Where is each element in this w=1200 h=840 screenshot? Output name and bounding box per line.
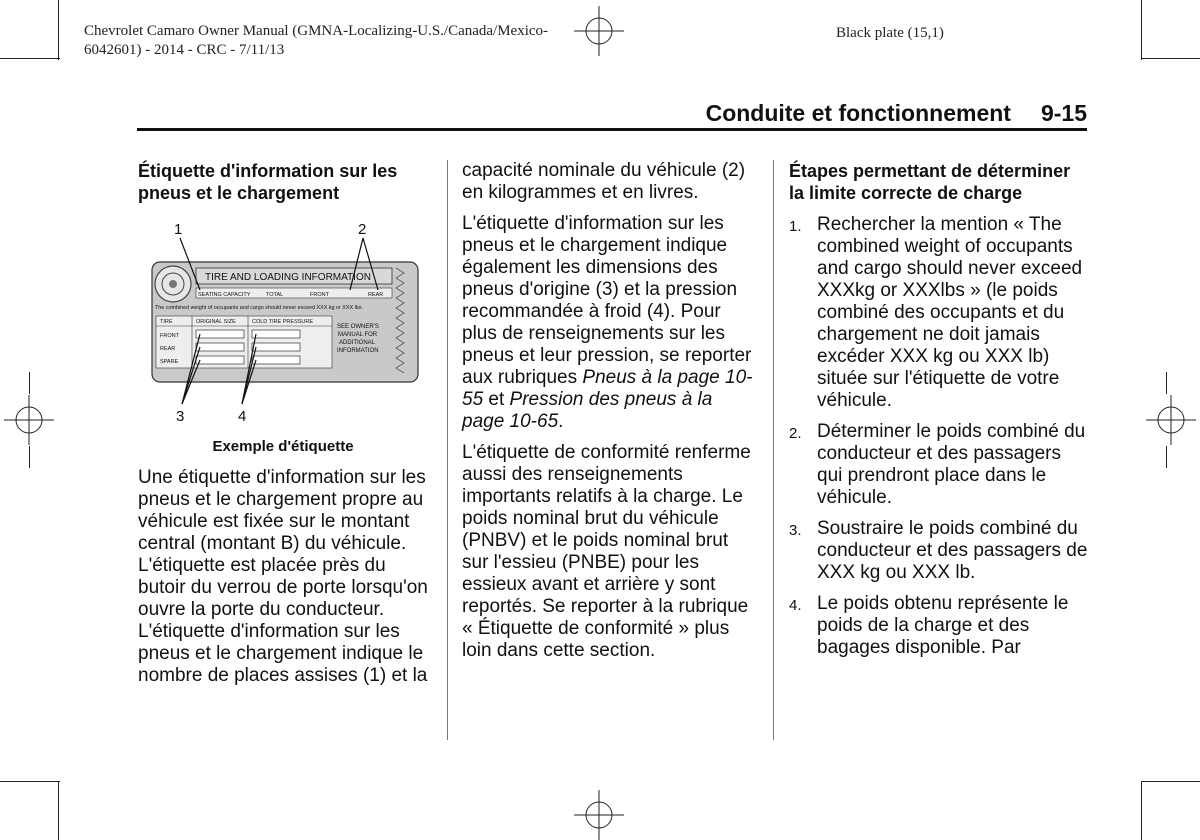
seating-rear-label: REAR — [368, 292, 384, 298]
crop-mark — [0, 781, 60, 782]
steps-list — [789, 214, 1089, 659]
page-number: 9-15 — [1040, 100, 1087, 126]
crop-mark — [29, 446, 30, 468]
tire-label-illustration — [138, 216, 428, 426]
running-header — [137, 100, 1087, 127]
step-text: Soustraire le poids combiné du conducteur et des passagers de XXX kg ou XXX lb. — [817, 518, 1088, 583]
tire-col-head: TIRE — [160, 319, 173, 325]
crop-mark — [58, 782, 59, 840]
crop-mark — [1166, 372, 1167, 394]
tire-icon — [155, 266, 191, 302]
body-paragraph — [462, 213, 758, 433]
row-spare-label: SPARE — [160, 359, 179, 365]
list-item — [789, 593, 1089, 659]
see-owners-line-2: MANUAL FOR — [338, 332, 378, 338]
step-text: Le poids obtenu représente le poids de la charge et des bagages disponible. Par — [817, 593, 1069, 658]
crop-mark — [1166, 446, 1167, 468]
see-owners-line-3: ADDITIONAL — [339, 340, 376, 346]
print-slug-left — [84, 22, 548, 60]
cross-reference-link[interactable]: Pneus à la page 10-55 — [462, 367, 753, 410]
body-paragraph: L'étiquette de conformité renferme aussi des renseignements importants relatifs à la charge. Le poids nominal brut du véhicule (PNBV) et le poids nominal brut sur l'essieu (PNBE) pour les essieux avant et arrière y sont reportés. Se reporter à la rubrique « Étiquette de conformité » plus loin dans cette section. — [462, 442, 751, 661]
column-1 — [138, 160, 428, 696]
crop-mark — [1141, 0, 1142, 60]
column-2 — [462, 160, 758, 671]
registration-mark-icon — [1146, 395, 1196, 445]
paragraph-text: L'étiquette d'information sur les pneus et le chargement indique également les dimensions des pneus d'origine (3) et la pression recommandée à froid (4). Pour plus de renseignements sur les pneus et leur pression, se reporter aux rubriques — [462, 213, 752, 388]
figure-caption: Exemple d'étiquette — [212, 438, 354, 455]
section-title: Conduite et fonctionnement — [705, 100, 1011, 126]
print-slug-line-1: Chevrolet Camaro Owner Manual (GMNA-Localizing-U.S./Canada/Mexico- — [84, 23, 549, 39]
column-3 — [789, 160, 1089, 668]
callout-2: 2 — [358, 221, 367, 238]
paragraph-text: . — [558, 411, 564, 432]
see-owners-line-4: INFORMATION — [337, 348, 379, 354]
callout-1: 1 — [174, 221, 183, 238]
registration-mark-icon — [4, 395, 54, 445]
cross-reference-link[interactable]: Pression des pneus à la page 10-65 — [462, 389, 713, 432]
step-number: 1. — [789, 218, 802, 235]
list-item — [789, 518, 1089, 584]
registration-mark-icon — [574, 6, 624, 56]
tire-label-figure — [138, 216, 428, 426]
registration-mark-icon — [574, 790, 624, 840]
section-heading: Étapes permettant de déterminer la limite correcte de charge — [789, 161, 1071, 203]
column-divider — [447, 160, 448, 740]
seating-total-label: TOTAL — [266, 292, 284, 298]
crop-mark — [0, 58, 60, 59]
callout-3: 3 — [176, 408, 185, 425]
label-title: TIRE AND LOADING INFORMATION — [205, 272, 371, 283]
callout-4: 4 — [238, 408, 247, 425]
crop-mark — [1141, 782, 1142, 840]
body-paragraph: capacité nominale du véhicule (2) en kilogrammes et en livres. — [462, 160, 746, 203]
list-item — [789, 421, 1089, 509]
header-rule — [137, 128, 1087, 131]
crop-mark — [1141, 781, 1200, 782]
paragraph-text: et — [483, 389, 510, 410]
crop-mark — [58, 0, 59, 60]
cold-pressure-col-head: COLD TIRE PRESSURE — [252, 319, 314, 325]
step-text: Rechercher la mention « The combined weight of occupants and cargo should never exceed XXXkg or XXXlbs » (le poids combiné des occupants et du chargement ne doit jamais excéder XXX kg ou XXX lb) située sur l'étiquette de votre véhicule. — [817, 214, 1083, 411]
row-rear-label: REAR — [160, 346, 176, 352]
step-number: 3. — [789, 522, 802, 539]
print-slug-line-2: 6042601) - 2014 - CRC - 7/11/13 — [84, 42, 285, 58]
print-slug-right: Black plate (15,1) — [836, 25, 944, 41]
step-number: 4. — [789, 597, 802, 614]
step-number: 2. — [789, 425, 802, 442]
list-item — [789, 214, 1089, 412]
section-heading: Étiquette d'information sur les pneus et le chargement — [138, 161, 398, 203]
body-paragraph: Une étiquette d'information sur les pneus et le chargement propre au véhicule est fixée sur le montant central (montant B) du véhicule. L'étiquette est placée près du butoir du verrou de porte lorsqu'on ouvre la porte du conducteur. L'étiquette d'information sur les pneus et le chargement indique le nombre de places assises (1) et la — [138, 467, 428, 686]
original-size-col-head: ORIGINAL SIZE — [196, 319, 236, 325]
see-owners-line-1: SEE OWNER'S — [337, 324, 379, 330]
crop-mark — [1141, 58, 1200, 59]
crop-mark — [29, 372, 30, 394]
seating-capacity-label: SEATING CAPACITY — [198, 292, 251, 298]
row-front-label: FRONT — [160, 333, 179, 339]
step-text: Déterminer le poids combiné du conducteur et des passagers qui prendront place dans le véhicule. — [817, 421, 1086, 508]
column-divider — [773, 160, 774, 740]
seating-front-label: FRONT — [310, 292, 329, 298]
label-warning: The combined weight of occupants and cargo should never exceed XXX kg or XXX lbs. — [155, 305, 363, 311]
